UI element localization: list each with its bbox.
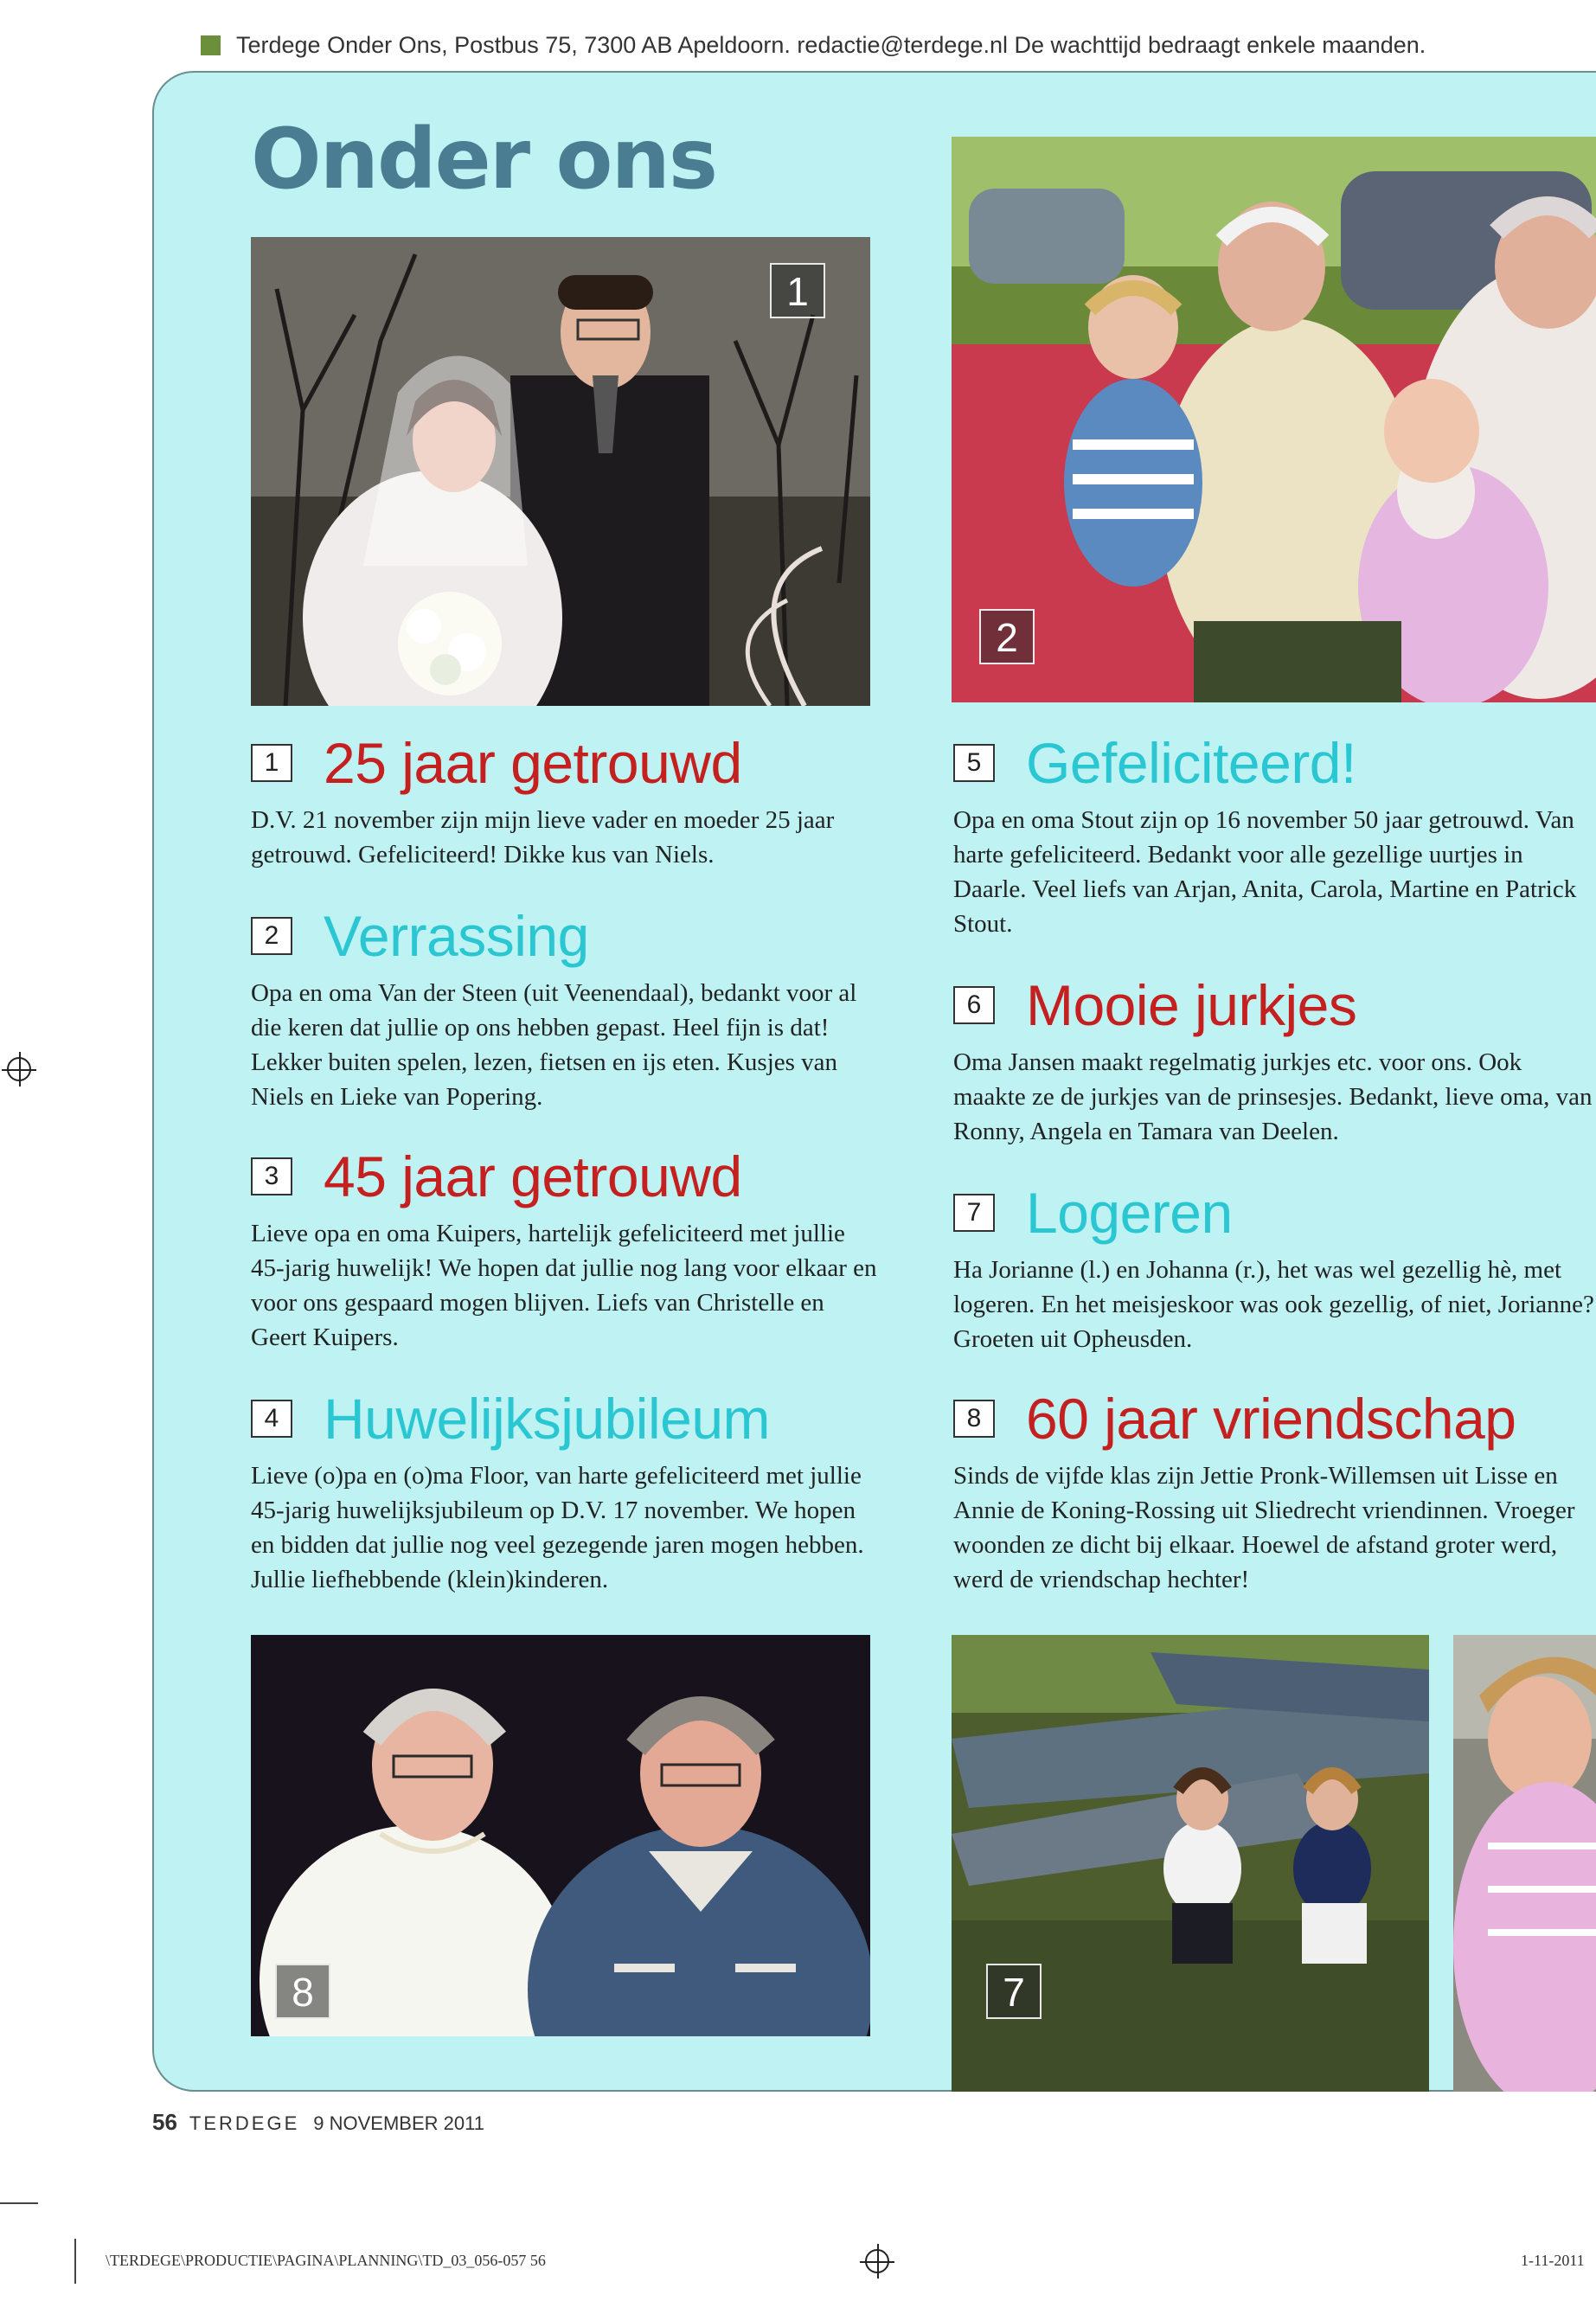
photo-badge-8: 8: [275, 1964, 330, 2019]
green-square-icon: [201, 35, 221, 55]
item-number: 7: [953, 1194, 995, 1232]
item-title: Logeren: [1026, 1181, 1233, 1245]
notice-item: [953, 1180, 1595, 1356]
photo-badge-2: 2: [979, 609, 1035, 664]
registration-mark-icon: [865, 2249, 889, 2273]
contact-line: [201, 28, 1426, 62]
photo-girl-pink-dress: [1453, 1635, 1596, 2092]
photo-grandparents: [952, 137, 1596, 702]
notice-item: [251, 730, 882, 872]
production-slug-date: 1-11-2011: [1521, 2252, 1585, 2269]
notice-item: [251, 1386, 882, 1597]
item-number: 2: [251, 917, 292, 955]
item-title: Mooie jurkjes: [1026, 973, 1357, 1037]
page-title: Onder ons: [251, 111, 716, 208]
photo-girls-by-boats: [952, 1635, 1429, 2092]
item-text: Sinds de vijfde klas zijn Jettie Pronk-Willemsen uit Lisse en Annie de Koning-Rossing uit Sliedrecht vriendinnen. Vroeger woonden ze dicht bij elkaar. Hoewel de afstand groter werd, werd de vriendschap hechter!: [953, 1462, 1575, 1593]
trim-mark: [0, 2202, 38, 2204]
item-title: 25 jaar getrouwd: [324, 731, 742, 795]
photo-badge-1: 1: [770, 263, 825, 318]
item-text: Lieve opa en oma Kuipers, hartelijk gefeliciteerd met jullie 45-jarig huwelijk! We hopen dat jullie nog lang voor elkaar en voor ons gespaard mogen blijven. Liefs van Christelle en Geert Kuipers.: [251, 1220, 877, 1351]
item-title: 45 jaar getrouwd: [324, 1144, 742, 1208]
item-text: Ha Jorianne (l.) en Johanna (r.), het was wel gezellig hè, met logeren. En het meisjeskoor was ook gezellig, of niet, Jorianne? Groeten uit Opheusden.: [953, 1256, 1594, 1353]
contact-text: Terdege Onder Ons, Postbus 75, 7300 AB Apeldoorn. redactie@terdege.nl De wachttijd bedraagt enkele maanden.: [236, 31, 1426, 58]
photo-wedding-couple: [251, 237, 870, 706]
item-title: Verrassing: [324, 904, 589, 968]
item-text: Opa en oma Stout zijn op 16 november 50 jaar getrouwd. Van harte gefeliciteerd. Bedankt voor alle gezellige uurtjes in Daarle. Veel liefs van Arjan, Anita, Carola, Martine en Patrick Stout.: [953, 806, 1577, 938]
item-text: Lieve (o)pa en (o)ma Floor, van harte gefeliciteerd met jullie 45-jarig huwelijksjubileum op D.V. 17 november. We hopen en bidden dat jullie nog veel gezegende jaren mogen hebben. Jullie liefhebbende (klein)kinderen.: [251, 1462, 864, 1593]
registration-mark-icon: [7, 1057, 31, 1081]
item-text: D.V. 21 november zijn mijn lieve vader en moeder 25 jaar getrouwd. Gefeliciteerd! Dikke kus van Niels.: [251, 806, 835, 868]
item-title: Huwelijksjubileum: [324, 1387, 771, 1451]
item-number: 6: [953, 986, 995, 1024]
notice-item: [251, 1144, 882, 1355]
photo-badge-7: 7: [986, 1964, 1042, 2019]
item-title: Gefeliciteerd!: [1026, 731, 1356, 795]
production-slug-path: \TERDEGE\PRODUCTIE\PAGINA\PLANNING\TD_03_056-057 56: [106, 2252, 546, 2269]
item-number: 4: [251, 1400, 292, 1438]
notice-item: [953, 972, 1595, 1149]
magazine-name: TERDEGE: [189, 2112, 300, 2134]
item-text: Opa en oma Van der Steen (uit Veenendaal), bedankt voor al die keren dat jullie op ons hebben gepast. Heel fijn is dat! Lekker buiten spelen, lezen, fietsen en ijs eten. Kusjes van Niels en Lieke van Popering.: [251, 979, 857, 1111]
notice-item: [251, 903, 882, 1114]
notice-item: [953, 1386, 1595, 1597]
trim-mark: [74, 2239, 76, 2284]
item-number: 8: [953, 1400, 995, 1438]
item-number: 5: [953, 744, 995, 782]
issue-date: 9 NOVEMBER 2011: [313, 2112, 484, 2134]
photo-two-friends: [251, 1635, 870, 2036]
notice-item: [953, 730, 1595, 941]
item-title: 60 jaar vriendschap: [1026, 1387, 1516, 1451]
page-footer: [152, 2109, 484, 2136]
item-text: Oma Jansen maakt regelmatig jurkjes etc. voor ons. Ook maakte ze de jurkjes van de prinsesjes. Bedankt, lieve oma, van Ronny, Angela en Tamara van Deelen.: [953, 1048, 1593, 1145]
item-number: 1: [251, 744, 292, 782]
page-number: 56: [152, 2109, 177, 2135]
item-number: 3: [251, 1157, 292, 1195]
